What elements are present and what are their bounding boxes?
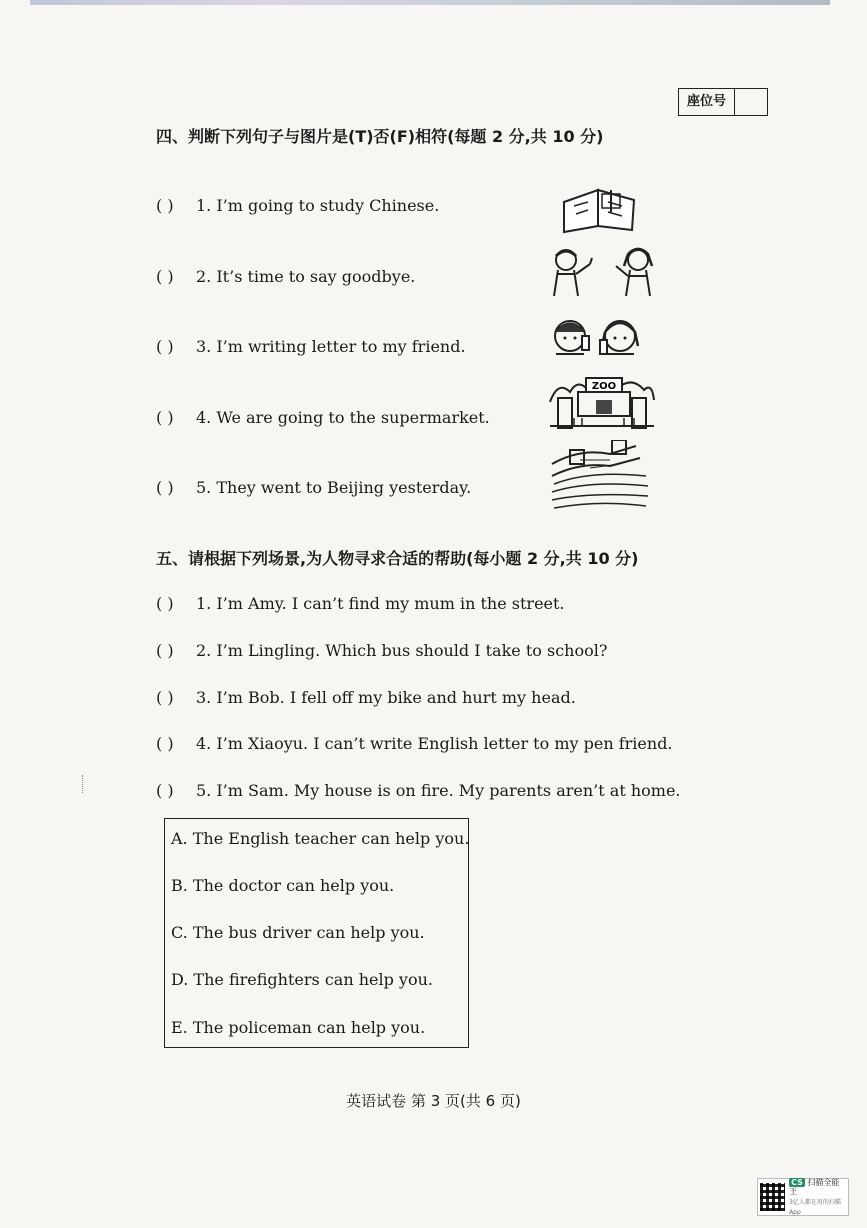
section-5-question-1: ( ) 1. I’m Amy. I can’t find my mum in the street. <box>156 594 565 613</box>
answer-bracket: ( ) <box>156 408 174 427</box>
qr-code-icon <box>760 1183 785 1211</box>
top-scan-stripe <box>30 0 830 5</box>
option-e: E. The policeman can help you. <box>171 1018 426 1037</box>
section-4-title: 四、判断下列句子与图片是(T)否(F)相符(每题 2 分,共 10 分) <box>156 127 604 146</box>
seat-number-label: 座位号 <box>679 89 735 115</box>
kids-waving-icon <box>546 244 664 300</box>
option-c: C. The bus driver can help you. <box>171 923 425 942</box>
answer-bracket: ( ) <box>156 196 174 215</box>
section-5-title: 五、请根据下列场景,为人物寻求合适的帮助(每小题 2 分,共 10 分) <box>156 549 639 568</box>
great-wall-icon <box>550 440 650 510</box>
scanner-badge <box>757 1178 849 1216</box>
seat-number-box <box>678 88 768 116</box>
option-b: B. The doctor can help you. <box>171 876 395 895</box>
zoo-gate-icon <box>548 372 656 432</box>
section-5-question-5: ( ) 5. I’m Sam. My house is on fire. My parents aren’t at home. <box>156 781 681 800</box>
section-5-question-2: ( ) 2. I’m Lingling. Which bus should I take to school? <box>156 641 608 660</box>
answer-bracket: ( ) <box>156 641 174 660</box>
section-5-question-4: ( ) 4. I’m Xiaoyu. I can’t write English letter to my pen friend. <box>156 734 673 753</box>
answer-bracket: ( ) <box>156 337 174 356</box>
section-5-question-3: ( ) 3. I’m Bob. I fell off my bike and hurt my head. <box>156 688 576 707</box>
scanner-name: 扫描全能王 <box>789 1177 840 1197</box>
page-footer: 英语试卷 第 3 页(共 6 页) <box>346 1092 521 1110</box>
section-4-question-2: ( ) 2. It’s time to say goodbye. <box>156 267 416 286</box>
answer-bracket: ( ) <box>156 267 174 286</box>
chinese-book-icon <box>558 182 640 234</box>
section-4-question-4: ( ) 4. We are going to the supermarket. <box>156 408 490 427</box>
seat-number-blank <box>735 89 767 115</box>
zoo-sign-text: ZOO <box>591 381 617 392</box>
answer-bracket: ( ) <box>156 734 174 753</box>
kids-phone-icon <box>548 314 644 364</box>
options-box <box>164 818 469 1048</box>
section-4-question-3: ( ) 3. I’m writing letter to my friend. <box>156 337 466 356</box>
margin-dots <box>82 775 84 793</box>
answer-bracket: ( ) <box>156 781 174 800</box>
option-d: D. The firefighters can help you. <box>171 970 433 989</box>
answer-bracket: ( ) <box>156 478 174 497</box>
section-4-question-5: ( ) 5. They went to Beijing yesterday. <box>156 478 472 497</box>
camscanner-logo: CS <box>791 1177 803 1187</box>
option-a: A. The English teacher can help you. <box>171 829 470 848</box>
answer-bracket: ( ) <box>156 594 174 613</box>
section-4-question-1: ( ) 1. I’m going to study Chinese. <box>156 196 440 215</box>
answer-bracket: ( ) <box>156 688 174 707</box>
scanner-tagline: 3亿人都在用的扫描App <box>789 1199 841 1216</box>
